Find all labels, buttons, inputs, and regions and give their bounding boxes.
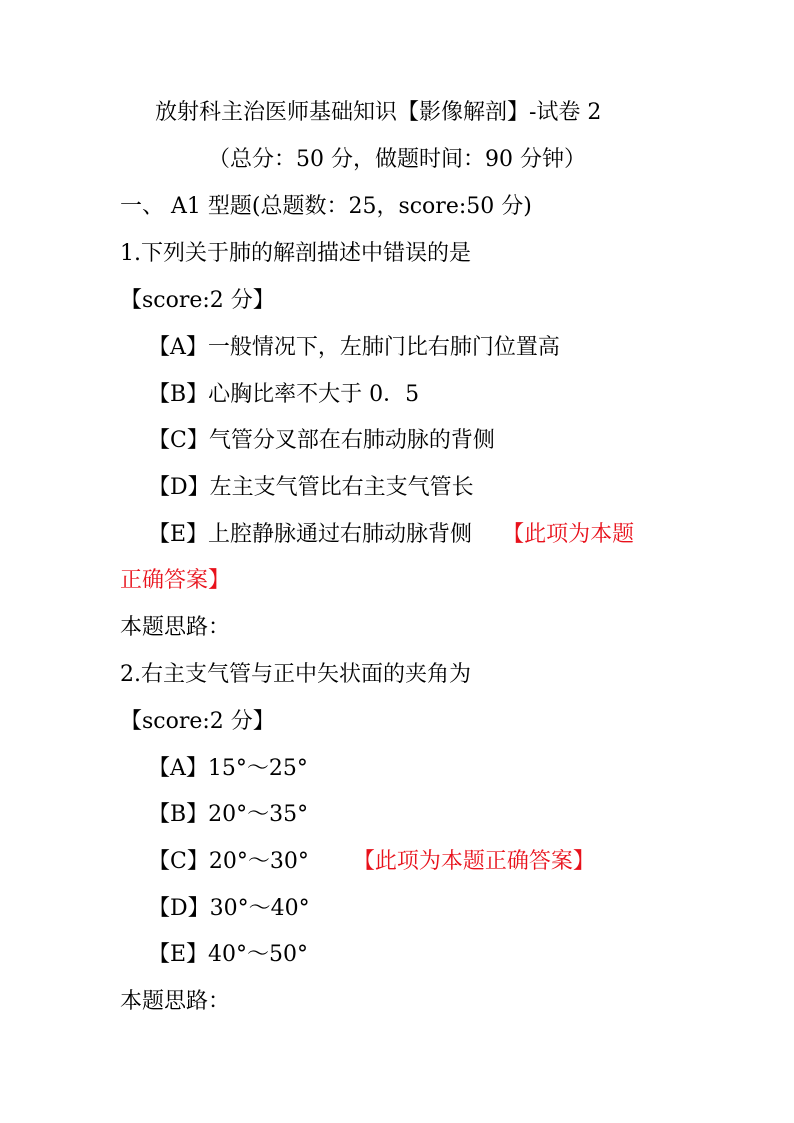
question-1-option-b: 【B】心胸比率不大于 0．5 xyxy=(148,382,420,407)
question-1-option-c: 【C】气管分叉部在右肺动脉的背侧 xyxy=(148,428,495,453)
question-2-option-e: 【E】40°～50° xyxy=(148,942,309,967)
question-2-option-b: 【B】20°～35° xyxy=(148,802,309,827)
question-1-option-a: 【A】一般情况下，左肺门比右肺门位置高 xyxy=(148,335,560,360)
document-subtitle: （总分：50 分，做题时间：90 分钟） xyxy=(208,147,586,172)
question-1-answer-mark-continued: 正确答案】 xyxy=(120,568,231,593)
question-1-stem: 1.下列关于肺的解剖描述中错误的是 xyxy=(120,241,471,266)
question-1-analysis: 本题思路： xyxy=(120,615,231,640)
question-2-analysis: 本题思路： xyxy=(120,989,231,1014)
question-2-option-c-row xyxy=(148,849,595,875)
document-title: 放射科主治医师基础知识【影像解剖】-试卷 2 xyxy=(155,100,602,125)
question-2-option-c: 【C】20°～30° xyxy=(148,849,309,874)
section-heading: 一、 A1 型题(总题数：25，score:50 分) xyxy=(120,194,532,219)
question-1-option-d: 【D】左主支气管比右主支气管长 xyxy=(148,475,474,500)
question-1-option-e-row xyxy=(148,522,634,548)
question-2-score: 【score:2 分】 xyxy=(120,709,275,734)
question-1-answer-mark: 【此项为本题 xyxy=(502,522,635,547)
question-1-score: 【score:2 分】 xyxy=(120,288,275,313)
question-2-answer-mark: 【此项为本题正确答案】 xyxy=(352,849,595,874)
question-2-option-d: 【D】30°～40° xyxy=(148,896,310,921)
question-2-option-a: 【A】15°～25° xyxy=(148,756,308,781)
question-2-stem: 2.右主支气管与正中矢状面的夹角为 xyxy=(120,662,471,687)
question-1-option-e: 【E】上腔静脉通过右肺动脉背侧 xyxy=(148,522,473,547)
